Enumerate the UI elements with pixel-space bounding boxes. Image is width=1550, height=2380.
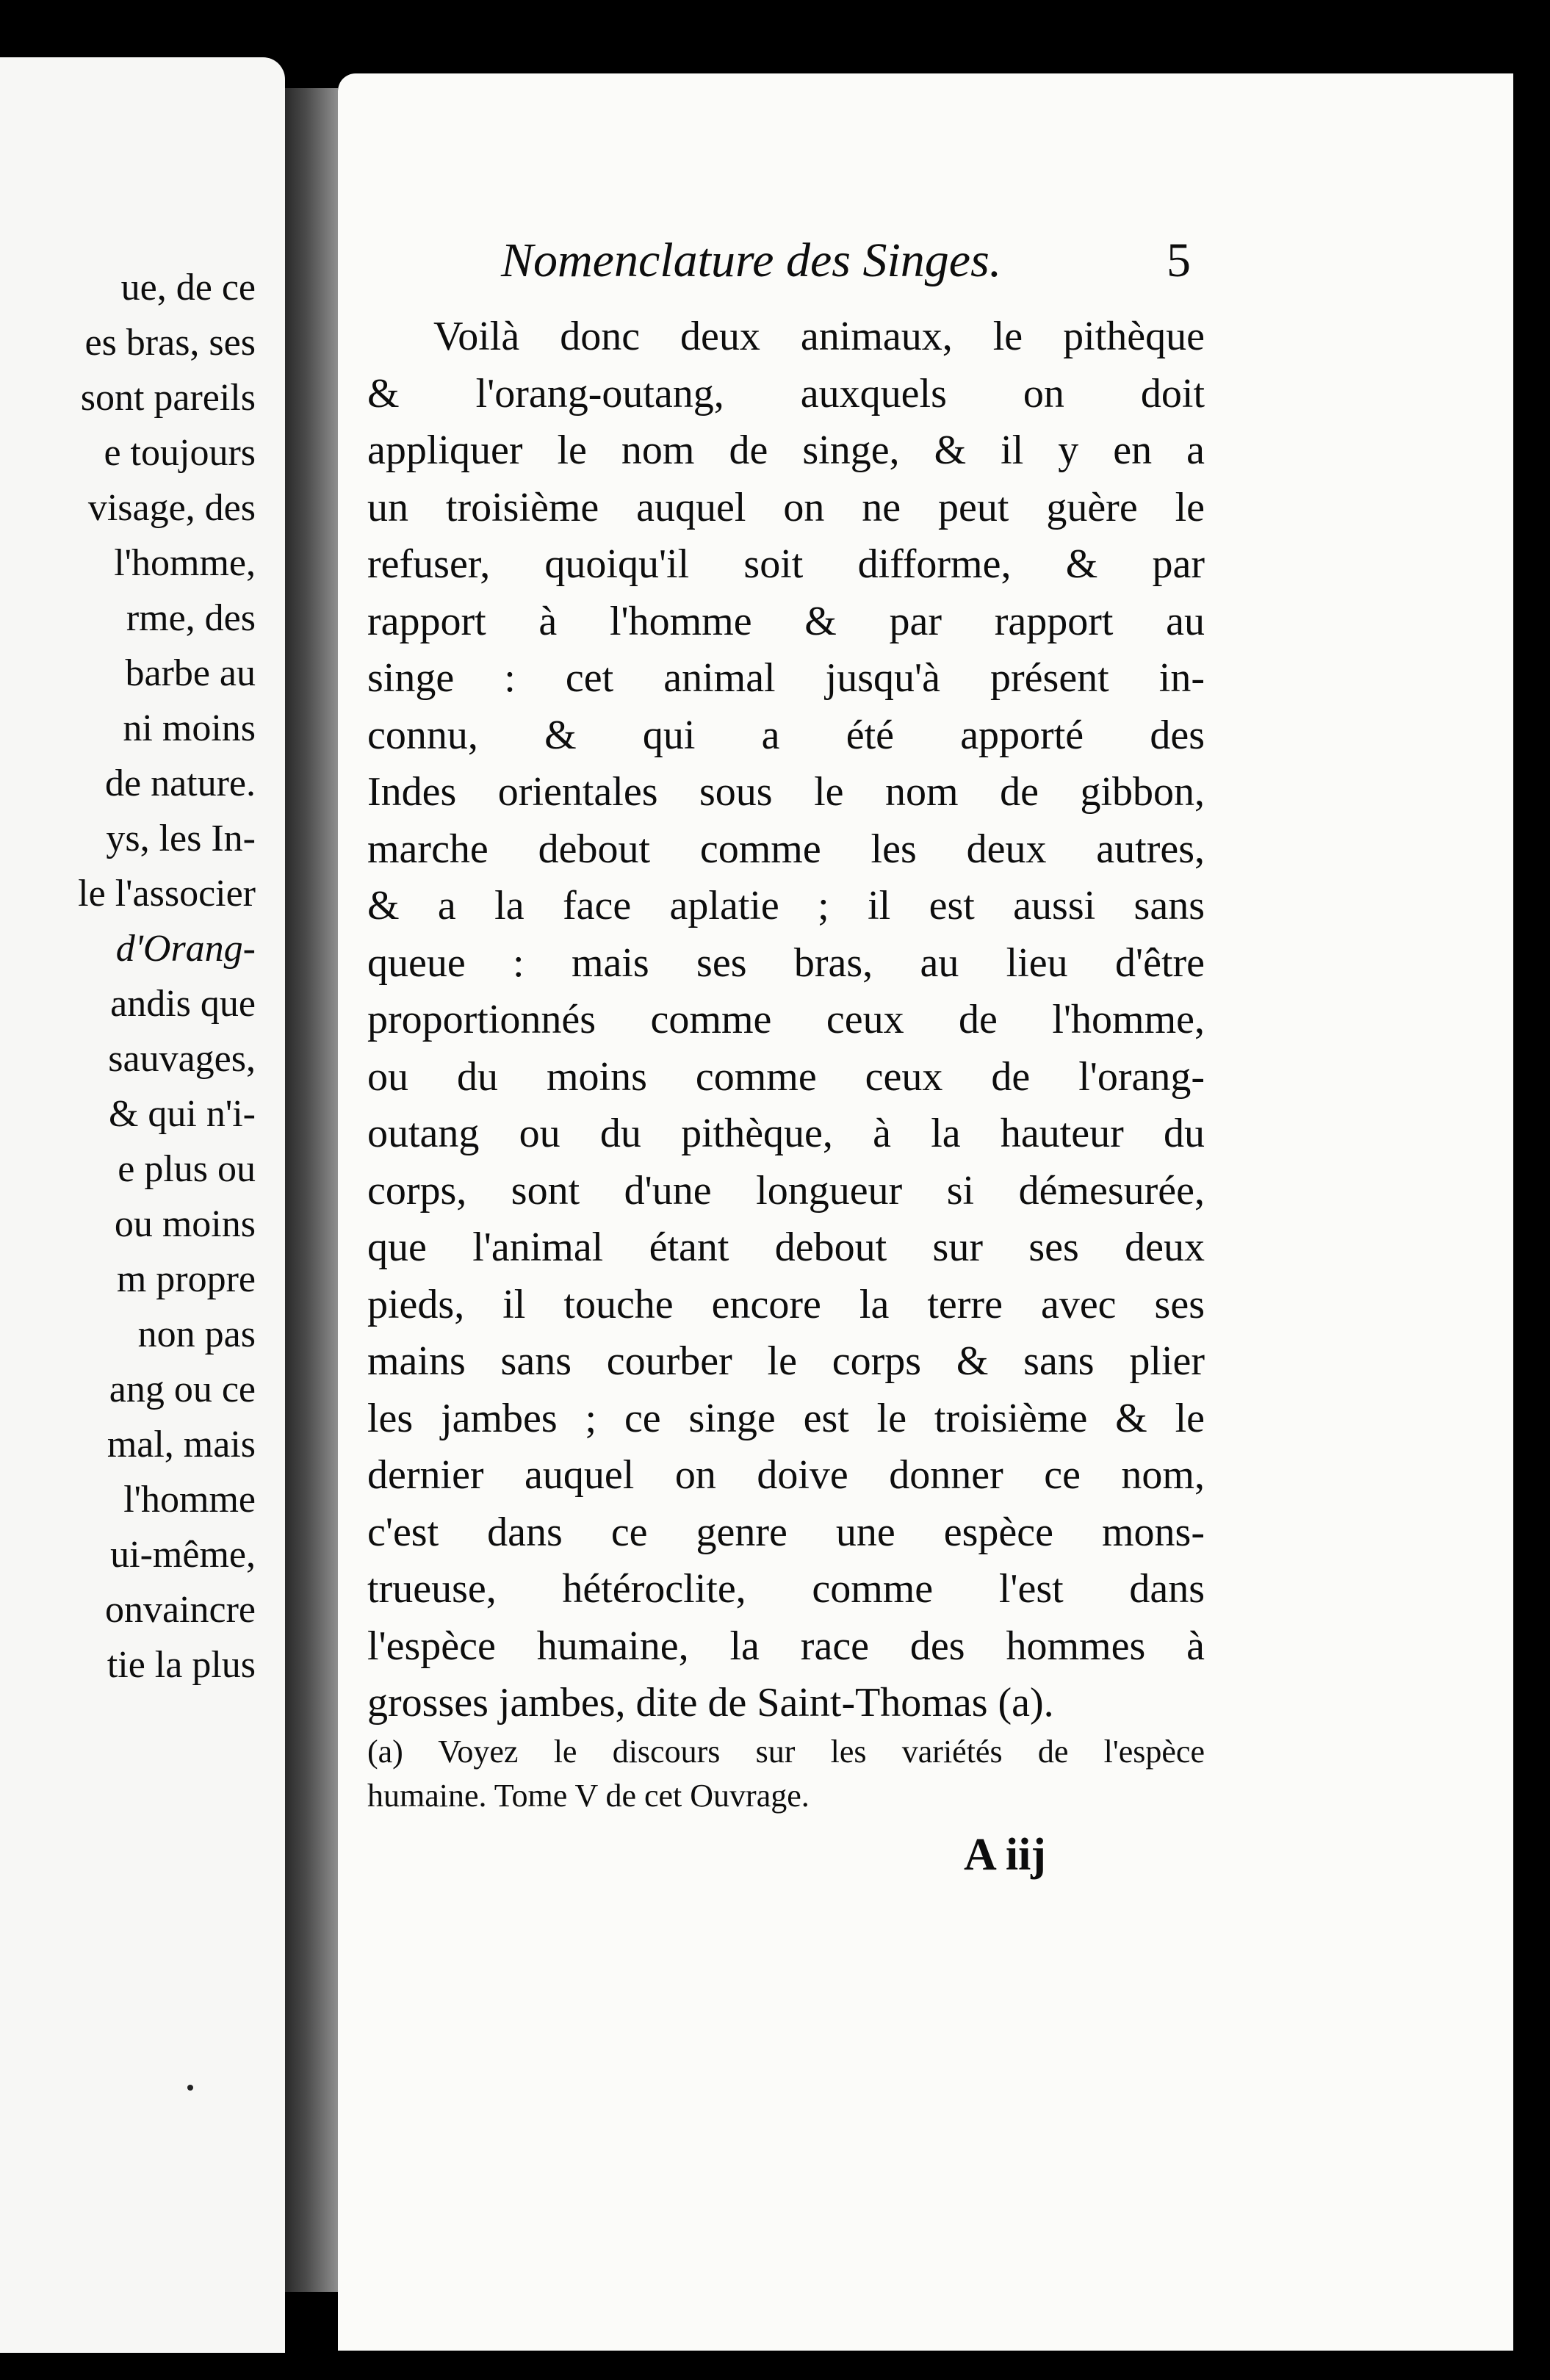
left-page-line: l'homme, (114, 542, 256, 584)
book-spine (285, 88, 338, 2292)
left-page-line: & qui n'i- (108, 1093, 256, 1135)
left-page-line: rme, des (126, 597, 256, 639)
body-text (367, 309, 1205, 1732)
left-page-line: onvaincre (104, 1589, 256, 1631)
left-page-line: non pas (137, 1313, 256, 1355)
body-line: outang ou du pithèque, à la hauteur du (367, 1111, 1205, 1156)
footnote (367, 1730, 1205, 1818)
left-page-line: ou moins (114, 1203, 256, 1245)
body-line: mains sans courber le corps & sans plier (367, 1338, 1205, 1384)
body-line: ou du moins comme ceux de l'orang- (367, 1053, 1205, 1100)
left-page-line: l'homme (123, 1479, 256, 1521)
body-line: refuser, quoiqu'il soit difforme, & par (367, 541, 1205, 587)
body-line: l'espèce humaine, la race des hommes à (367, 1623, 1205, 1669)
body-line: queue : mais ses bras, au lieu d'être (367, 940, 1205, 986)
body-line: Indes orientales sous le nom de gibbon, (367, 769, 1205, 815)
footnote-line: humaine. Tome V de cet Ouvrage. (367, 1778, 810, 1814)
left-page-line: visage, des (87, 487, 256, 529)
body-line: marche debout comme les deux autres, (367, 826, 1205, 872)
signature-mark: A iij (964, 1830, 1046, 1880)
body-line: connu, & qui a été apporté des (367, 712, 1205, 758)
body-line: rapport à l'homme & par rapport au (367, 598, 1205, 644)
body-line: un troisième auquel on ne peut guère le (367, 484, 1205, 530)
body-line: proportionnés comme ceux de l'homme, (367, 997, 1205, 1042)
left-page-line: mal, mais (107, 1424, 256, 1465)
body-line: grosses jambes, dite de Saint-Thomas (a). (367, 1680, 1054, 1726)
body-line: pieds, il touche encore la terre avec ses (367, 1281, 1205, 1327)
body-line: singe : cet animal jusqu'à présent in- (367, 655, 1205, 701)
body-line: les jambes ; ce singe est le troisième & le (367, 1395, 1205, 1441)
left-page-line: sont pareils (80, 377, 256, 419)
left-page-line: es bras, ses (84, 322, 256, 364)
body-line: & l'orang-outang, auxquels on doit (367, 370, 1205, 416)
left-page-line: m propre (116, 1258, 256, 1300)
left-page-line: e plus ou (118, 1148, 256, 1190)
left-page-line: tie la plus (107, 1644, 256, 1686)
running-header: Nomenclature des Singes. (501, 234, 1002, 287)
left-page-line: sauvages, (108, 1038, 256, 1080)
page-number: 5 (1167, 234, 1191, 287)
left-page-line: d'Orang- (115, 928, 256, 970)
left-page-line: ni moins (123, 707, 256, 749)
ink-speck (187, 2085, 193, 2091)
body-line: que l'animal étant debout sur ses deux (367, 1225, 1205, 1270)
left-page-line: ui-même, (110, 1534, 256, 1576)
body-line: Voilà donc deux animaux, le pithèque (433, 314, 1205, 359)
body-line: & a la face aplatie ; il est aussi sans (367, 883, 1205, 928)
left-page-line: e toujours (104, 432, 256, 474)
body-line: corps, sont d'une longueur si démesurée, (367, 1167, 1205, 1214)
left-page-line: andis que (110, 983, 256, 1025)
left-page-line: ys, les In- (106, 818, 256, 859)
left-page-line: ang ou ce (109, 1368, 256, 1410)
left-page (0, 57, 285, 2353)
body-line: c'est dans ce genre une espèce mons- (367, 1509, 1205, 1555)
left-page-line: de nature. (104, 762, 256, 804)
left-page-line: barbe au (125, 652, 256, 694)
body-line: appliquer le nom de singe, & il y en a (367, 428, 1205, 473)
footnote-line: (a) Voyez le discours sur les variétés de l'espèce (367, 1734, 1205, 1770)
left-page-line: ue, de ce (120, 267, 256, 309)
body-line: dernier auquel on doive donner ce nom, (367, 1452, 1205, 1498)
left-page-line: le l'associer (78, 873, 256, 915)
body-line: trueuse, hétéroclite, comme l'est dans (367, 1566, 1205, 1612)
